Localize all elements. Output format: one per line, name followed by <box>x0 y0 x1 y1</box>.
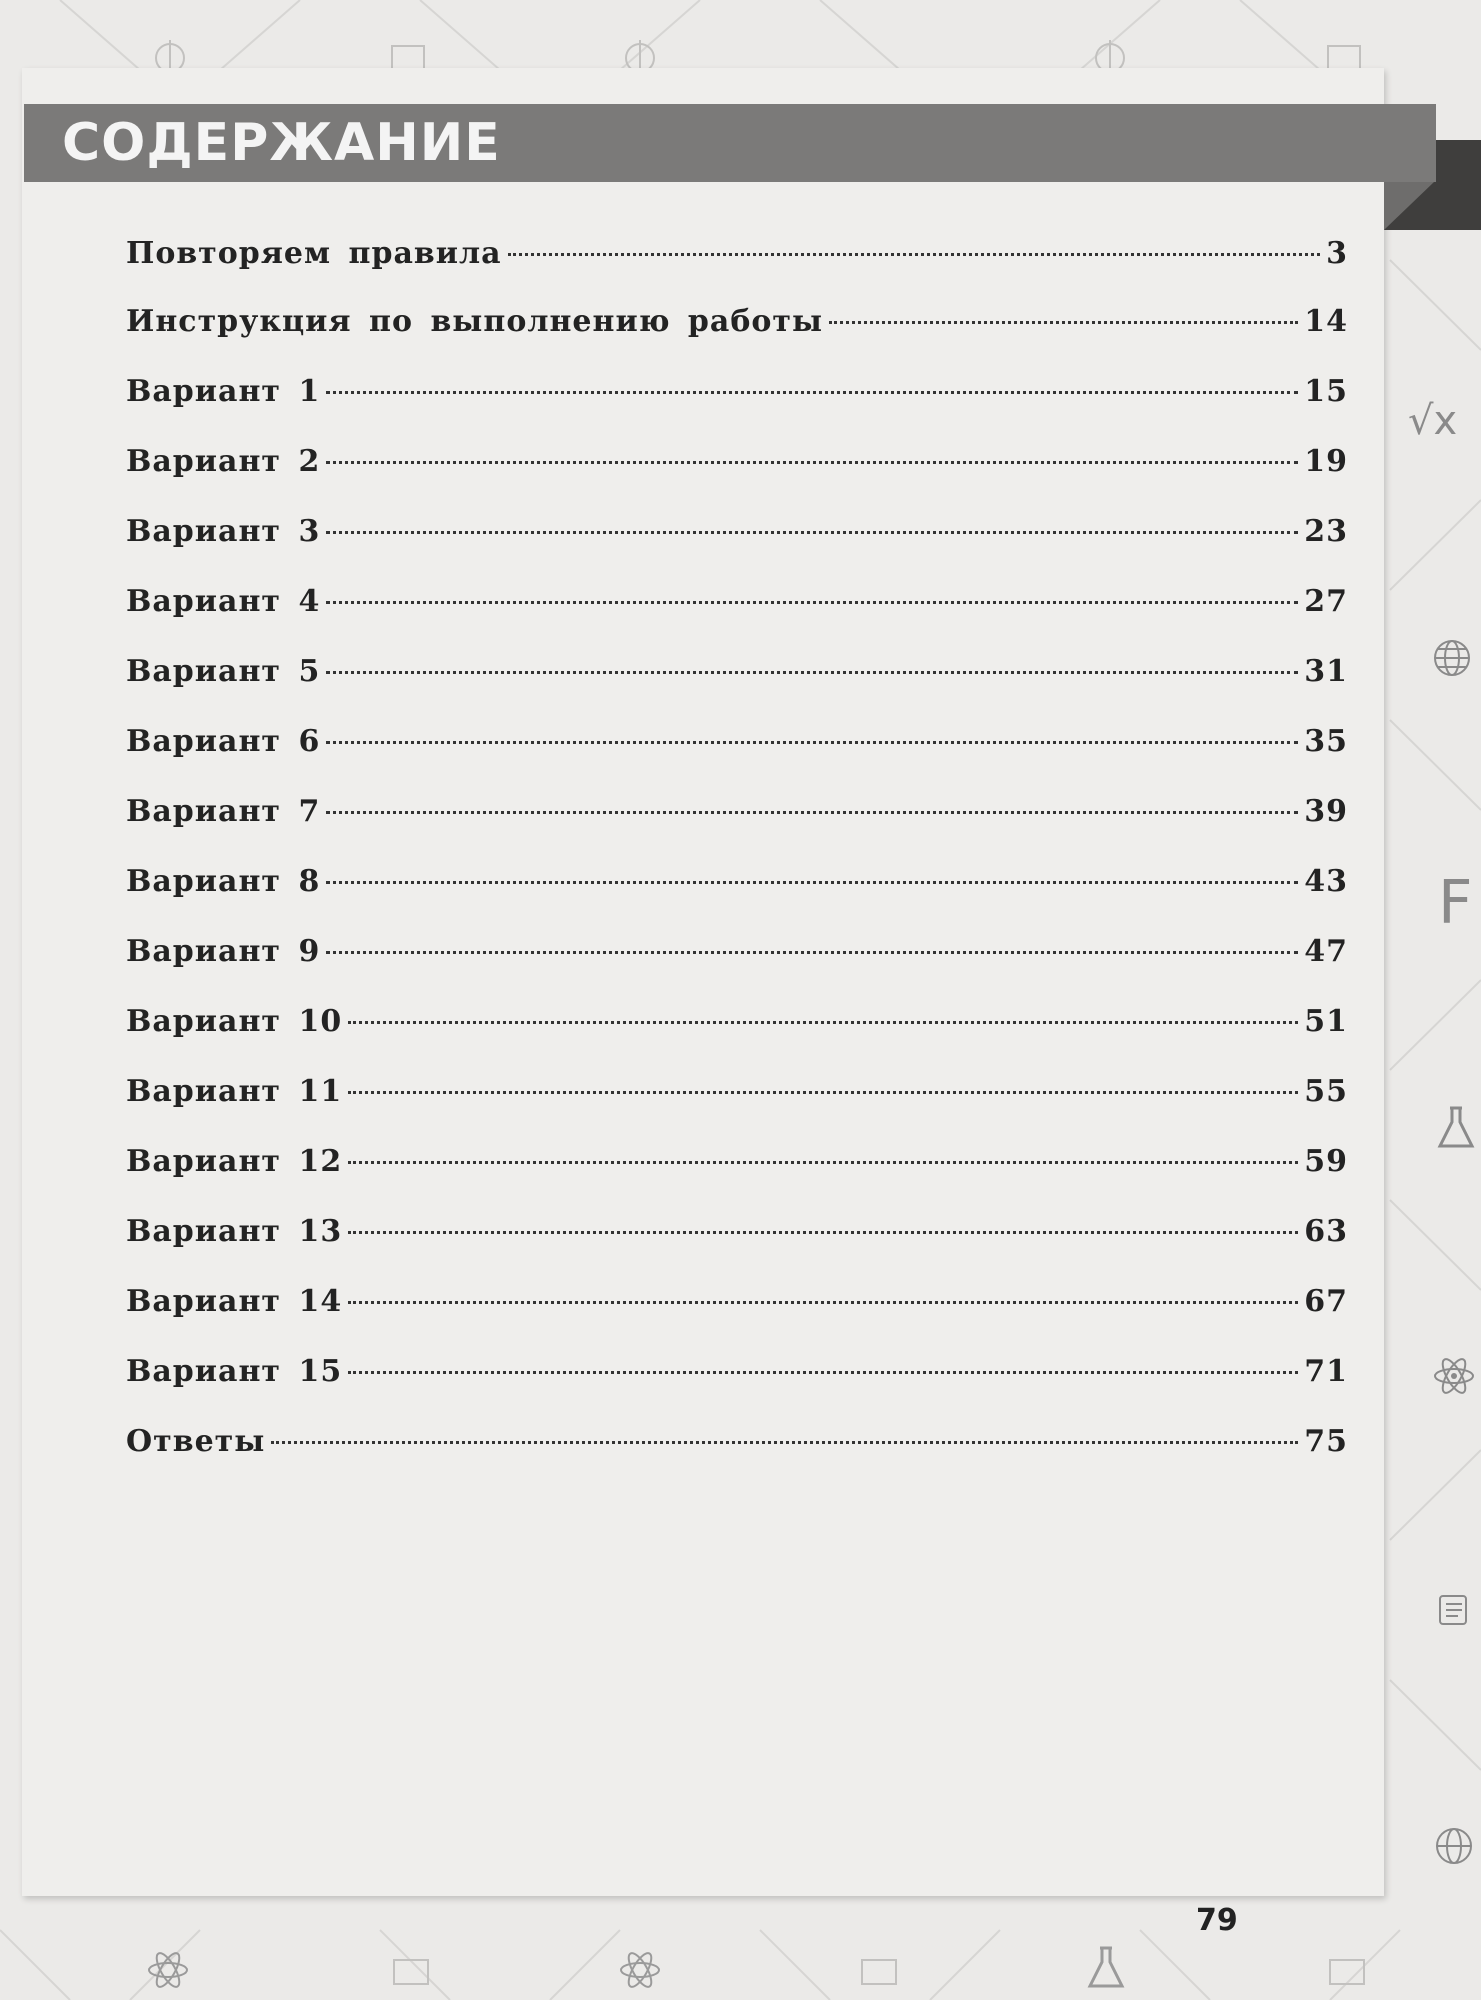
globe-icon <box>1432 638 1472 678</box>
toc-leader-dots <box>348 1231 1298 1234</box>
toc-entry-label: Вариант 13 <box>126 1214 343 1249</box>
toc-entry-page: 59 <box>1304 1144 1348 1179</box>
corner-fold <box>1384 182 1434 230</box>
toc-entry-label: Вариант 15 <box>126 1354 343 1389</box>
toc-entry[interactable] <box>126 1424 1348 1494</box>
toc-entry-label: Повторяем правила <box>126 236 502 271</box>
page-title: СОДЕРЖАНИЕ <box>62 113 501 173</box>
toc-entry[interactable] <box>126 724 1348 794</box>
toc-entry-label: Ответы <box>126 1424 266 1459</box>
toc-entry-label: Инструкция по выполнению работы <box>126 304 824 339</box>
table-of-contents <box>126 236 1348 1494</box>
toc-entry-label: Вариант 7 <box>126 794 321 829</box>
toc-entry[interactable] <box>126 1214 1348 1284</box>
toc-leader-dots <box>829 321 1298 324</box>
toc-entry[interactable] <box>126 1074 1348 1144</box>
page-number: 79 <box>1196 1903 1238 1938</box>
toc-entry-label: Вариант 6 <box>126 724 321 759</box>
toc-entry-label: Вариант 12 <box>126 1144 343 1179</box>
toc-entry-label: Вариант 4 <box>126 584 321 619</box>
toc-entry-label: Вариант 9 <box>126 934 321 969</box>
toc-entry[interactable] <box>126 374 1348 444</box>
toc-leader-dots <box>326 811 1298 814</box>
toc-entry-label: Вариант 2 <box>126 444 321 479</box>
toc-entry-label: Вариант 10 <box>126 1004 343 1039</box>
atom-icon <box>146 1948 190 1992</box>
toc-leader-dots <box>348 1091 1298 1094</box>
toc-entry-page: 71 <box>1304 1354 1348 1389</box>
toc-entry[interactable] <box>126 1144 1348 1214</box>
toc-entry-page: 3 <box>1326 236 1348 271</box>
toc-entry-label: Вариант 11 <box>126 1074 343 1109</box>
toc-leader-dots <box>348 1021 1298 1024</box>
toc-leader-dots <box>348 1301 1298 1304</box>
toc-entry-page: 39 <box>1304 794 1348 829</box>
toc-entry-page: 31 <box>1304 654 1348 689</box>
toc-entry-label: Вариант 3 <box>126 514 321 549</box>
toc-entry-page: 27 <box>1304 584 1348 619</box>
toc-leader-dots <box>326 881 1298 884</box>
toc-entry[interactable] <box>126 1004 1348 1074</box>
scroll-icon <box>1434 1590 1474 1630</box>
toc-leader-dots <box>326 671 1298 674</box>
atom-icon <box>1432 1354 1476 1398</box>
toc-entry[interactable] <box>126 1284 1348 1354</box>
toc-leader-dots <box>326 741 1298 744</box>
toc-entry-label: Вариант 14 <box>126 1284 343 1319</box>
toc-entry-label: Вариант 1 <box>126 374 321 409</box>
toc-entry-page: 35 <box>1304 724 1348 759</box>
toc-entry[interactable] <box>126 236 1348 304</box>
toc-leader-dots <box>326 601 1298 604</box>
toc-leader-dots <box>348 1161 1298 1164</box>
globe-icon <box>1434 1826 1474 1866</box>
flask-icon <box>1086 1946 1126 1990</box>
toc-entry-page: 47 <box>1304 934 1348 969</box>
toc-entry-page: 23 <box>1304 514 1348 549</box>
toc-entry-page: 43 <box>1304 864 1348 899</box>
toc-entry-page: 14 <box>1304 304 1348 339</box>
toc-entry[interactable] <box>126 304 1348 374</box>
toc-entry[interactable] <box>126 584 1348 654</box>
atom-icon <box>618 1948 662 1992</box>
toc-entry[interactable] <box>126 1354 1348 1424</box>
toc-leader-dots <box>326 391 1298 394</box>
letter-f-icon: F <box>1438 868 1473 938</box>
toc-leader-dots <box>326 461 1298 464</box>
toc-leader-dots <box>326 951 1298 954</box>
toc-entry[interactable] <box>126 934 1348 1004</box>
toc-entry-page: 15 <box>1304 374 1348 409</box>
flask-icon <box>1436 1106 1476 1150</box>
toc-leader-dots <box>326 531 1298 534</box>
toc-leader-dots <box>271 1441 1298 1444</box>
toc-entry-page: 19 <box>1304 444 1348 479</box>
toc-entry-page: 67 <box>1304 1284 1348 1319</box>
toc-entry-page: 75 <box>1304 1424 1348 1459</box>
toc-entry-page: 55 <box>1304 1074 1348 1109</box>
toc-entry[interactable] <box>126 794 1348 864</box>
toc-entry[interactable] <box>126 654 1348 724</box>
toc-entry[interactable] <box>126 514 1348 584</box>
toc-leader-dots <box>508 253 1321 256</box>
toc-entry-page: 63 <box>1304 1214 1348 1249</box>
toc-entry[interactable] <box>126 444 1348 514</box>
toc-entry-label: Вариант 5 <box>126 654 321 689</box>
sqrt-icon: √x <box>1408 398 1458 444</box>
toc-entry[interactable] <box>126 864 1348 934</box>
toc-leader-dots <box>348 1371 1298 1374</box>
toc-entry-page: 51 <box>1304 1004 1348 1039</box>
toc-entry-label: Вариант 8 <box>126 864 321 899</box>
